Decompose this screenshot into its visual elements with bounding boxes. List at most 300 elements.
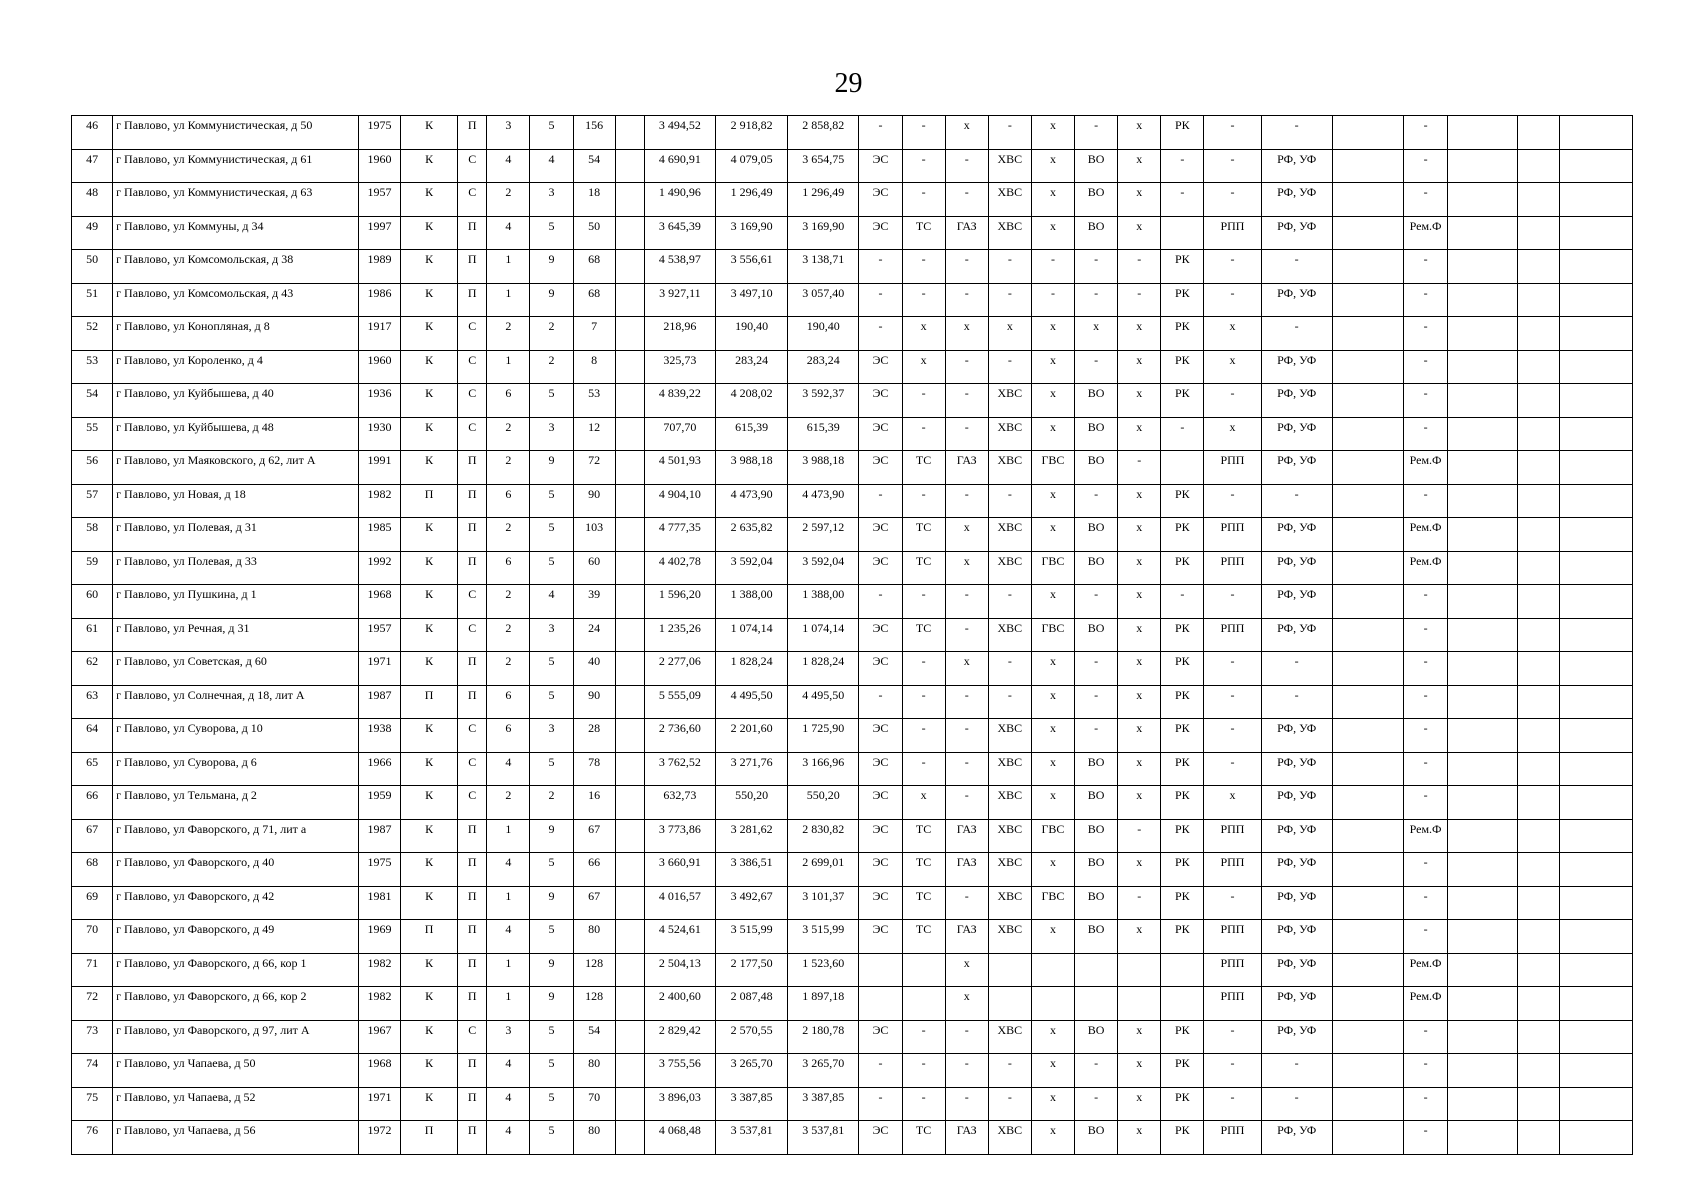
table-cell-blank2 <box>1332 752 1403 786</box>
table-cell-c1: К <box>401 1054 458 1088</box>
table-cell-entrances: 5 <box>530 752 573 786</box>
table-cell-address: г Павлово, ул Комсомольская, д 38 <box>113 250 359 284</box>
table-cell-s5: - <box>1031 283 1074 317</box>
table-cell-c2: П <box>458 819 487 853</box>
table-cell-area_total: 1 490,96 <box>644 183 715 217</box>
table-cell-blank4 <box>1518 350 1560 384</box>
table-cell-s5: ГВС <box>1031 451 1074 485</box>
table-cell-blank3 <box>1448 216 1518 250</box>
table-cell-blank1 <box>615 618 644 652</box>
table-cell-area_total: 2 400,60 <box>644 987 715 1021</box>
table-cell-s4: ХВС <box>988 853 1031 887</box>
table-cell-blank2 <box>1332 953 1403 987</box>
table-cell-no: 54 <box>72 384 113 418</box>
table-cell-s2: - <box>902 484 945 518</box>
table-cell-area_priv: 3 387,85 <box>788 1087 859 1121</box>
table-cell-floors: 4 <box>487 216 530 250</box>
table-cell-s4: ХВС <box>988 752 1031 786</box>
table-cell-s10: - <box>1261 116 1332 150</box>
table-cell-s2 <box>902 953 945 987</box>
table-cell-c2: П <box>458 283 487 317</box>
table-cell-s8: - <box>1161 585 1204 619</box>
table-cell-address: г Павлово, ул Тельмана, д 2 <box>113 786 359 820</box>
table-cell-year: 1936 <box>358 384 400 418</box>
table-cell-address: г Павлово, ул Коммунистическая, д 50 <box>113 116 359 150</box>
table-cell-s4 <box>988 953 1031 987</box>
table-cell-floors: 4 <box>487 1054 530 1088</box>
table-cell-s3: - <box>945 585 988 619</box>
table-cell-address: г Павлово, ул Фаворского, д 66, кор 1 <box>113 953 359 987</box>
table-cell-area_living: 1 388,00 <box>715 585 787 619</box>
table-cell-apartments: 24 <box>573 618 615 652</box>
table-cell-apartments: 80 <box>573 920 615 954</box>
table-cell-year: 1987 <box>358 685 400 719</box>
table-cell-c2: С <box>458 317 487 351</box>
table-cell-c2: С <box>458 786 487 820</box>
table-cell-c2: П <box>458 1054 487 1088</box>
table-cell-s6: ВО <box>1075 417 1118 451</box>
table-cell-area_total: 3 896,03 <box>644 1087 715 1121</box>
table-cell-s7: х <box>1118 317 1161 351</box>
table-cell-s4: ХВС <box>988 518 1031 552</box>
table-cell-s10: - <box>1261 484 1332 518</box>
table-cell-s1 <box>859 987 902 1021</box>
table-row <box>72 953 1633 987</box>
table-cell-s7: х <box>1118 853 1161 887</box>
table-cell-entrances: 3 <box>530 719 573 753</box>
table-cell-entrances: 9 <box>530 250 573 284</box>
table-cell-c1: К <box>401 216 458 250</box>
table-cell-s4: - <box>988 250 1031 284</box>
table-cell-floors: 1 <box>487 350 530 384</box>
table-cell-s5: ГВС <box>1031 551 1074 585</box>
table-cell-blank5 <box>1560 317 1633 351</box>
table-cell-s4: - <box>988 283 1031 317</box>
table-cell-address: г Павлово, ул Речная, д 31 <box>113 618 359 652</box>
table-cell-blank5 <box>1560 283 1633 317</box>
table-cell-c1: К <box>401 719 458 753</box>
table-cell-address: г Павлово, ул Чапаева, д 52 <box>113 1087 359 1121</box>
table-cell-s5: х <box>1031 518 1074 552</box>
table-cell-s6: - <box>1075 250 1118 284</box>
table-cell-blank1 <box>615 484 644 518</box>
table-cell-c1: К <box>401 551 458 585</box>
table-cell-blank5 <box>1560 451 1633 485</box>
table-cell-s11: - <box>1404 719 1448 753</box>
table-cell-entrances: 3 <box>530 417 573 451</box>
table-row <box>72 451 1633 485</box>
table-cell-s2: ТС <box>902 551 945 585</box>
table-cell-blank2 <box>1332 250 1403 284</box>
table-cell-blank4 <box>1518 685 1560 719</box>
table-cell-blank5 <box>1560 1121 1633 1155</box>
table-row <box>72 1054 1633 1088</box>
table-cell-area_total: 632,73 <box>644 786 715 820</box>
table-cell-c2: П <box>458 920 487 954</box>
table-cell-s3: ГАЗ <box>945 819 988 853</box>
table-cell-area_priv: 3 101,37 <box>788 886 859 920</box>
table-cell-area_priv: 2 699,01 <box>788 853 859 887</box>
table-cell-area_priv: 3 138,71 <box>788 250 859 284</box>
table-cell-blank5 <box>1560 819 1633 853</box>
table-cell-year: 1960 <box>358 149 400 183</box>
table-cell-blank1 <box>615 149 644 183</box>
table-cell-s4: х <box>988 317 1031 351</box>
table-cell-apartments: 67 <box>573 819 615 853</box>
table-cell-blank3 <box>1448 417 1518 451</box>
table-cell-blank5 <box>1560 953 1633 987</box>
table-cell-apartments: 66 <box>573 853 615 887</box>
table-cell-s1: ЭС <box>859 350 902 384</box>
table-row <box>72 317 1633 351</box>
table-cell-entrances: 2 <box>530 317 573 351</box>
table-cell-area_priv: 1 523,60 <box>788 953 859 987</box>
table-cell-year: 1938 <box>358 719 400 753</box>
table-cell-blank2 <box>1332 786 1403 820</box>
table-cell-blank2 <box>1332 551 1403 585</box>
table-row <box>72 719 1633 753</box>
table-cell-s6: ВО <box>1075 920 1118 954</box>
table-cell-s4: ХВС <box>988 1020 1031 1054</box>
table-cell-s8: РК <box>1161 1121 1204 1155</box>
table-cell-s9: - <box>1204 1054 1261 1088</box>
table-row <box>72 116 1633 150</box>
table-cell-year: 1930 <box>358 417 400 451</box>
table-cell-no: 73 <box>72 1020 113 1054</box>
table-cell-no: 66 <box>72 786 113 820</box>
table-cell-address: г Павлово, ул Чапаева, д 56 <box>113 1121 359 1155</box>
table-cell-year: 1971 <box>358 652 400 686</box>
table-cell-blank4 <box>1518 585 1560 619</box>
table-cell-area_total: 4 538,97 <box>644 250 715 284</box>
table-cell-c2: П <box>458 216 487 250</box>
table-cell-s11: - <box>1404 1054 1448 1088</box>
table-cell-s5: х <box>1031 1087 1074 1121</box>
table-cell-area_priv: 1 725,90 <box>788 719 859 753</box>
table-cell-s9: - <box>1204 685 1261 719</box>
table-cell-s11: Рем.Ф <box>1404 953 1448 987</box>
table-cell-no: 75 <box>72 1087 113 1121</box>
table-cell-s6: ВО <box>1075 551 1118 585</box>
table-cell-area_total: 1 235,26 <box>644 618 715 652</box>
table-cell-blank3 <box>1448 183 1518 217</box>
table-cell-s2: - <box>902 1054 945 1088</box>
table-cell-blank2 <box>1332 116 1403 150</box>
table-cell-blank5 <box>1560 1020 1633 1054</box>
table-cell-blank5 <box>1560 920 1633 954</box>
table-cell-area_living: 283,24 <box>715 350 787 384</box>
table-cell-c1: К <box>401 149 458 183</box>
table-cell-s4: ХВС <box>988 886 1031 920</box>
table-cell-s2: ТС <box>902 618 945 652</box>
table-cell-c2: П <box>458 484 487 518</box>
table-cell-s4: ХВС <box>988 719 1031 753</box>
table-cell-no: 60 <box>72 585 113 619</box>
table-cell-area_living: 3 515,99 <box>715 920 787 954</box>
table-cell-s2: - <box>902 719 945 753</box>
table-cell-no: 58 <box>72 518 113 552</box>
table-cell-s10: РФ, УФ <box>1261 819 1332 853</box>
table-cell-s6: - <box>1075 685 1118 719</box>
table-cell-apartments: 156 <box>573 116 615 150</box>
table-cell-area_total: 4 068,48 <box>644 1121 715 1155</box>
table-cell-s5: х <box>1031 752 1074 786</box>
table-cell-s9: - <box>1204 149 1261 183</box>
table-cell-floors: 4 <box>487 920 530 954</box>
table-cell-s2: х <box>902 350 945 384</box>
table-cell-area_priv: 1 388,00 <box>788 585 859 619</box>
table-cell-area_total: 3 762,52 <box>644 752 715 786</box>
table-cell-address: г Павлово, ул Фаворского, д 71, лит а <box>113 819 359 853</box>
table-cell-s7: х <box>1118 652 1161 686</box>
table-cell-c1: К <box>401 953 458 987</box>
table-row <box>72 886 1633 920</box>
table-cell-entrances: 5 <box>530 1020 573 1054</box>
table-cell-apartments: 78 <box>573 752 615 786</box>
page-number: 29 <box>834 68 863 99</box>
table-cell-blank3 <box>1448 987 1518 1021</box>
table-cell-blank1 <box>615 250 644 284</box>
table-cell-floors: 4 <box>487 752 530 786</box>
table-row <box>72 417 1633 451</box>
table-cell-s9: РПП <box>1204 920 1261 954</box>
table-cell-s11: - <box>1404 1020 1448 1054</box>
table-cell-apartments: 90 <box>573 685 615 719</box>
table-cell-floors: 1 <box>487 819 530 853</box>
table-cell-floors: 6 <box>487 551 530 585</box>
table-cell-blank2 <box>1332 1020 1403 1054</box>
table-cell-s10: РФ, УФ <box>1261 920 1332 954</box>
table-cell-s1: ЭС <box>859 216 902 250</box>
table-cell-address: г Павлово, ул Советская, д 60 <box>113 652 359 686</box>
table-cell-c1: К <box>401 417 458 451</box>
table-cell-s4: ХВС <box>988 920 1031 954</box>
table-cell-year: 1967 <box>358 1020 400 1054</box>
table-cell-s1: - <box>859 283 902 317</box>
table-cell-year: 1982 <box>358 953 400 987</box>
table-cell-area_total: 2 736,60 <box>644 719 715 753</box>
table-cell-area_total: 4 904,10 <box>644 484 715 518</box>
table-cell-apartments: 103 <box>573 518 615 552</box>
table-cell-entrances: 4 <box>530 585 573 619</box>
table-cell-s9: - <box>1204 183 1261 217</box>
table-cell-blank2 <box>1332 920 1403 954</box>
table-cell-s8: РК <box>1161 853 1204 887</box>
table-cell-apartments: 128 <box>573 953 615 987</box>
table-cell-s1: ЭС <box>859 819 902 853</box>
table-cell-s7: х <box>1118 618 1161 652</box>
table-cell-s3: х <box>945 652 988 686</box>
table-cell-blank2 <box>1332 417 1403 451</box>
table-cell-floors: 6 <box>487 384 530 418</box>
table-cell-area_living: 1 828,24 <box>715 652 787 686</box>
table-cell-area_priv: 283,24 <box>788 350 859 384</box>
table-row <box>72 819 1633 853</box>
table-cell-entrances: 5 <box>530 216 573 250</box>
table-cell-s2: - <box>902 384 945 418</box>
table-cell-apartments: 90 <box>573 484 615 518</box>
table-cell-s10: РФ, УФ <box>1261 384 1332 418</box>
table-cell-s3: - <box>945 417 988 451</box>
table-cell-apartments: 12 <box>573 417 615 451</box>
table-cell-s4: ХВС <box>988 551 1031 585</box>
table-cell-s7: х <box>1118 149 1161 183</box>
table-cell-s7: х <box>1118 719 1161 753</box>
table-cell-s10: РФ, УФ <box>1261 853 1332 887</box>
table-cell-area_living: 4 495,50 <box>715 685 787 719</box>
table-cell-blank3 <box>1448 1020 1518 1054</box>
table-cell-s6: - <box>1075 585 1118 619</box>
table-cell-area_priv: 615,39 <box>788 417 859 451</box>
table-cell-s10: РФ, УФ <box>1261 752 1332 786</box>
table-cell-entrances: 3 <box>530 618 573 652</box>
table-cell-area_living: 4 473,90 <box>715 484 787 518</box>
table-cell-s6: х <box>1075 317 1118 351</box>
table-cell-no: 69 <box>72 886 113 920</box>
table-cell-s6 <box>1075 987 1118 1021</box>
table-cell-blank1 <box>615 652 644 686</box>
table-cell-s7: х <box>1118 685 1161 719</box>
table-cell-s2: ТС <box>902 451 945 485</box>
table-cell-address: г Павлово, ул Куйбышева, д 40 <box>113 384 359 418</box>
table-cell-s3: х <box>945 987 988 1021</box>
table-cell-area_priv: 2 858,82 <box>788 116 859 150</box>
table-cell-blank2 <box>1332 1087 1403 1121</box>
table-cell-blank4 <box>1518 1087 1560 1121</box>
table-cell-c2: П <box>458 886 487 920</box>
table-cell-s7: - <box>1118 283 1161 317</box>
table-cell-c2: П <box>458 1121 487 1155</box>
table-cell-s7: х <box>1118 518 1161 552</box>
table-cell-area_total: 4 402,78 <box>644 551 715 585</box>
table-cell-area_total: 3 773,86 <box>644 819 715 853</box>
table-cell-year: 1987 <box>358 819 400 853</box>
table-cell-c2: С <box>458 384 487 418</box>
table-cell-blank5 <box>1560 752 1633 786</box>
table-cell-s2: - <box>902 417 945 451</box>
table-cell-area_living: 3 492,67 <box>715 886 787 920</box>
table-cell-blank2 <box>1332 685 1403 719</box>
table-cell-s4: - <box>988 1087 1031 1121</box>
table-cell-s9: РПП <box>1204 853 1261 887</box>
table-cell-blank4 <box>1518 317 1560 351</box>
table-cell-blank4 <box>1518 786 1560 820</box>
table-cell-area_priv: 1 897,18 <box>788 987 859 1021</box>
table-cell-s7: - <box>1118 886 1161 920</box>
table-cell-s3: - <box>945 149 988 183</box>
table-cell-s11: Рем.Ф <box>1404 451 1448 485</box>
table-cell-blank4 <box>1518 283 1560 317</box>
table-cell-s10: РФ, УФ <box>1261 987 1332 1021</box>
table-cell-c1: К <box>401 250 458 284</box>
table-cell-s10: - <box>1261 685 1332 719</box>
table-cell-s5: х <box>1031 920 1074 954</box>
table-cell-s11: - <box>1404 116 1448 150</box>
table-cell-s1: ЭС <box>859 618 902 652</box>
table-cell-area_priv: 2 597,12 <box>788 518 859 552</box>
table-cell-area_living: 3 386,51 <box>715 853 787 887</box>
table-cell-blank4 <box>1518 719 1560 753</box>
table-cell-address: г Павлово, ул Комсомольская, д 43 <box>113 283 359 317</box>
table-cell-s7: х <box>1118 551 1161 585</box>
table-cell-blank5 <box>1560 618 1633 652</box>
table-cell-no: 59 <box>72 551 113 585</box>
table-cell-c1: К <box>401 819 458 853</box>
table-cell-s11: Рем.Ф <box>1404 518 1448 552</box>
table-cell-entrances: 5 <box>530 685 573 719</box>
table-cell-blank2 <box>1332 183 1403 217</box>
table-cell-c1: К <box>401 853 458 887</box>
table-cell-blank5 <box>1560 216 1633 250</box>
table-cell-s2: ТС <box>902 216 945 250</box>
table-cell-no: 72 <box>72 987 113 1021</box>
table-cell-s7: х <box>1118 116 1161 150</box>
table-cell-s9: - <box>1204 752 1261 786</box>
table-cell-s1: ЭС <box>859 719 902 753</box>
table-cell-area_living: 3 497,10 <box>715 283 787 317</box>
table-cell-s11: - <box>1404 149 1448 183</box>
table-cell-s10: РФ, УФ <box>1261 1020 1332 1054</box>
table-cell-area_living: 4 079,05 <box>715 149 787 183</box>
table-cell-area_priv: 190,40 <box>788 317 859 351</box>
table-cell-s8 <box>1161 987 1204 1021</box>
table-cell-s9: РПП <box>1204 551 1261 585</box>
table-cell-s6: ВО <box>1075 1121 1118 1155</box>
table-cell-blank2 <box>1332 484 1403 518</box>
table-cell-s2: ТС <box>902 1121 945 1155</box>
table-cell-blank5 <box>1560 652 1633 686</box>
table-cell-year: 1957 <box>358 183 400 217</box>
table-cell-c1: К <box>401 1020 458 1054</box>
table-cell-apartments: 128 <box>573 987 615 1021</box>
table-cell-s6: ВО <box>1075 384 1118 418</box>
table-cell-s1: - <box>859 484 902 518</box>
table-cell-entrances: 5 <box>530 1054 573 1088</box>
table-cell-s7: х <box>1118 216 1161 250</box>
table-cell-c2: С <box>458 752 487 786</box>
table-row <box>72 484 1633 518</box>
table-cell-s10: РФ, УФ <box>1261 350 1332 384</box>
table-cell-s5: х <box>1031 216 1074 250</box>
table-cell-blank1 <box>615 585 644 619</box>
table-cell-s10: РФ, УФ <box>1261 216 1332 250</box>
table-cell-s9: РПП <box>1204 819 1261 853</box>
table-cell-blank3 <box>1448 1121 1518 1155</box>
table-cell-year: 1992 <box>358 551 400 585</box>
table-cell-blank4 <box>1518 250 1560 284</box>
table-cell-s1: ЭС <box>859 1121 902 1155</box>
table-cell-s11: - <box>1404 920 1448 954</box>
table-row <box>72 618 1633 652</box>
table-cell-blank4 <box>1518 618 1560 652</box>
table-row <box>72 652 1633 686</box>
table-cell-no: 63 <box>72 685 113 719</box>
table-row <box>72 1020 1633 1054</box>
table-body <box>72 116 1633 1155</box>
table-row <box>72 752 1633 786</box>
table-cell-s11: - <box>1404 384 1448 418</box>
table-cell-s1: ЭС <box>859 183 902 217</box>
table-cell-area_living: 190,40 <box>715 317 787 351</box>
table-cell-blank3 <box>1448 953 1518 987</box>
table-cell-s10: РФ, УФ <box>1261 417 1332 451</box>
table-cell-floors: 2 <box>487 518 530 552</box>
table-cell-blank2 <box>1332 618 1403 652</box>
table-cell-year: 1985 <box>358 518 400 552</box>
table-cell-blank2 <box>1332 149 1403 183</box>
table-cell-s3: - <box>945 484 988 518</box>
table-cell-blank2 <box>1332 853 1403 887</box>
